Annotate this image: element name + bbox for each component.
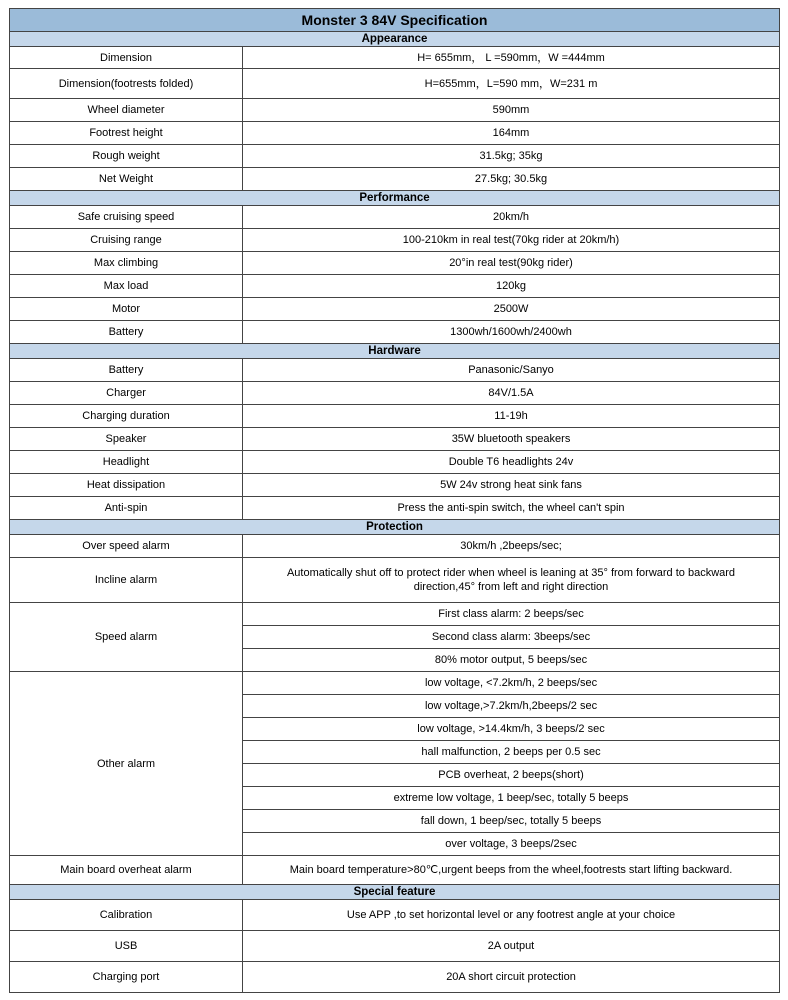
row-label: Battery xyxy=(10,321,243,344)
row-value: 2A output xyxy=(243,931,780,962)
row-value: 84V/1.5A xyxy=(243,382,780,405)
row-value: 120kg xyxy=(243,275,780,298)
row-label: Dimension xyxy=(10,47,243,69)
table-row xyxy=(10,145,780,168)
row-label: Calibration xyxy=(10,900,243,931)
table-row xyxy=(10,321,780,344)
table-row xyxy=(10,275,780,298)
table-row xyxy=(10,962,780,993)
table-row xyxy=(10,359,780,382)
row-value: fall down, 1 beep/sec, totally 5 beeps xyxy=(243,810,780,833)
row-value: 27.5kg; 30.5kg xyxy=(243,168,780,191)
row-label: Main board overheat alarm xyxy=(10,856,243,885)
row-value: First class alarm: 2 beeps/sec xyxy=(243,603,780,626)
row-label: Charging duration xyxy=(10,405,243,428)
row-value: Second class alarm: 3beeps/sec xyxy=(243,626,780,649)
row-label: Safe cruising speed xyxy=(10,206,243,229)
row-value: Double T6 headlights 24v xyxy=(243,451,780,474)
table-row xyxy=(10,603,780,626)
spec-table xyxy=(9,8,780,993)
section-header-protection xyxy=(10,520,780,535)
table-row xyxy=(10,474,780,497)
row-label: Rough weight xyxy=(10,145,243,168)
section-title: Special feature xyxy=(10,885,780,900)
row-value: PCB overheat, 2 beeps(short) xyxy=(243,764,780,787)
row-value: 1300wh/1600wh/2400wh xyxy=(243,321,780,344)
row-label: Over speed alarm xyxy=(10,535,243,558)
table-row xyxy=(10,252,780,275)
row-value: Press the anti-spin switch, the wheel can't spin xyxy=(243,497,780,520)
row-value: 35W bluetooth speakers xyxy=(243,428,780,451)
row-label: Max load xyxy=(10,275,243,298)
row-value: H= 655mm， L =590mm，W =444mm xyxy=(243,47,780,69)
row-value: extreme low voltage, 1 beep/sec, totally 5 beeps xyxy=(243,787,780,810)
row-label: Footrest height xyxy=(10,122,243,145)
row-label: Max climbing xyxy=(10,252,243,275)
table-row xyxy=(10,122,780,145)
row-label: USB xyxy=(10,931,243,962)
table-row xyxy=(10,168,780,191)
table-title: Monster 3 84V Specification xyxy=(10,9,780,32)
row-label: Incline alarm xyxy=(10,558,243,603)
row-value: hall malfunction, 2 beeps per 0.5 sec xyxy=(243,741,780,764)
row-value: 5W 24v strong heat sink fans xyxy=(243,474,780,497)
row-label: Speed alarm xyxy=(10,603,243,672)
row-value: over voltage, 3 beeps/2sec xyxy=(243,833,780,856)
row-label: Dimension(footrests folded) xyxy=(10,69,243,99)
section-header-special-feature xyxy=(10,885,780,900)
title-row xyxy=(10,9,780,32)
row-value: 2500W xyxy=(243,298,780,321)
row-value: Panasonic/Sanyo xyxy=(243,359,780,382)
table-row xyxy=(10,405,780,428)
table-row xyxy=(10,497,780,520)
section-header-performance xyxy=(10,191,780,206)
row-value: 20A short circuit protection xyxy=(243,962,780,993)
row-value: Main board temperature>80℃,urgent beeps from the wheel,footrests start lifting backward. xyxy=(243,856,780,885)
row-label: Net Weight xyxy=(10,168,243,191)
section-header-appearance xyxy=(10,32,780,47)
table-row xyxy=(10,451,780,474)
row-value: 164mm xyxy=(243,122,780,145)
row-label: Charger xyxy=(10,382,243,405)
row-label: Wheel diameter xyxy=(10,99,243,122)
row-value: 11-19h xyxy=(243,405,780,428)
table-row xyxy=(10,428,780,451)
table-row xyxy=(10,298,780,321)
row-label: Battery xyxy=(10,359,243,382)
row-value: H=655mm，L=590 mm，W=231 m xyxy=(243,69,780,99)
table-row xyxy=(10,99,780,122)
section-title: Protection xyxy=(10,520,780,535)
row-value: 31.5kg; 35kg xyxy=(243,145,780,168)
table-row xyxy=(10,535,780,558)
row-value: 80% motor output, 5 beeps/sec xyxy=(243,649,780,672)
section-title: Appearance xyxy=(10,32,780,47)
row-label: Speaker xyxy=(10,428,243,451)
row-label: Charging port xyxy=(10,962,243,993)
table-row xyxy=(10,206,780,229)
row-value: Automatically shut off to protect rider when wheel is leaning at 35° from forward to backward direction,45° from left and right direction xyxy=(243,558,780,603)
row-label: Heat dissipation xyxy=(10,474,243,497)
row-value: 20km/h xyxy=(243,206,780,229)
row-value: 20°in real test(90kg rider) xyxy=(243,252,780,275)
section-title: Performance xyxy=(10,191,780,206)
table-row xyxy=(10,672,780,695)
table-row xyxy=(10,229,780,252)
row-label: Cruising range xyxy=(10,229,243,252)
row-value: low voltage, <7.2km/h, 2 beeps/sec xyxy=(243,672,780,695)
table-row xyxy=(10,69,780,99)
table-row xyxy=(10,931,780,962)
row-value: low voltage,>7.2km/h,2beeps/2 sec xyxy=(243,695,780,718)
table-row xyxy=(10,558,780,603)
row-value: low voltage, >14.4km/h, 3 beeps/2 sec xyxy=(243,718,780,741)
table-row xyxy=(10,382,780,405)
row-value: 30km/h ,2beeps/sec; xyxy=(243,535,780,558)
table-row xyxy=(10,47,780,69)
row-label: Headlight xyxy=(10,451,243,474)
section-title: Hardware xyxy=(10,344,780,359)
row-value: 100-210km in real test(70kg rider at 20km/h) xyxy=(243,229,780,252)
table-row xyxy=(10,900,780,931)
row-value: Use APP ,to set horizontal level or any footrest angle at your choice xyxy=(243,900,780,931)
row-label: Motor xyxy=(10,298,243,321)
row-value: 590mm xyxy=(243,99,780,122)
row-label: Anti-spin xyxy=(10,497,243,520)
section-header-hardware xyxy=(10,344,780,359)
row-label: Other alarm xyxy=(10,672,243,856)
table-row xyxy=(10,856,780,885)
